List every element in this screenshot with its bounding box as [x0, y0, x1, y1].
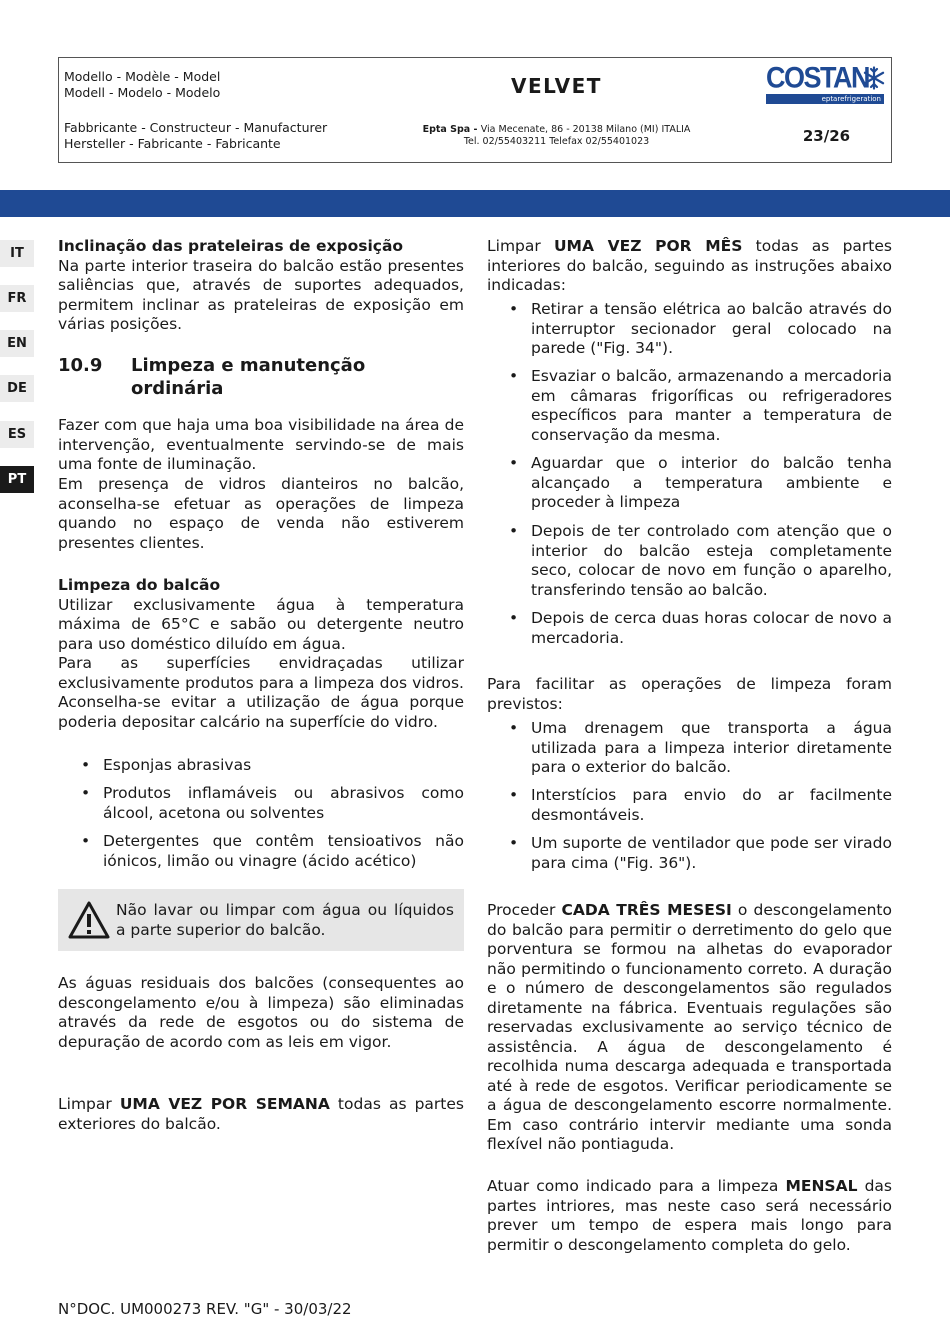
- heading-counter-cleaning: Limpeza do balcão: [58, 576, 221, 594]
- document-header: [58, 57, 892, 163]
- paragraph-facilitate-cleaning: Para facilitar as operações de limpeza foram previstos:: [487, 675, 892, 713]
- lang-tab-de[interactable]: DE: [0, 375, 34, 402]
- heading-shelf-inclination: Inclinação das prateleiras de exposição: [58, 237, 404, 255]
- paragraph-monthly-cleaning: [487, 237, 892, 296]
- warning-box: [58, 889, 464, 951]
- lang-tab-pt[interactable]: PT: [0, 466, 34, 493]
- company-name: Epta Spa -: [422, 124, 481, 135]
- list-item: • Depois de cerca duas horas colocar de novo a mercadoria.: [531, 609, 892, 648]
- paragraph-glass-surfaces: Para as superfícies envidraçadas utilizar exclusivamente produtos para a limpeza dos vidros. Aconselha-se evitar a utilização de água porque poderia depositar calcário na superfície do vidro.: [58, 654, 464, 731]
- lang-tab-fr[interactable]: FR: [0, 285, 34, 312]
- paragraph-water-temperature: Utilizar exclusivamente água à temperatura máxima de 65°C e sabão ou detergente neutro para uso doméstico diluído em água.: [58, 595, 464, 653]
- weekly-text-pre: Limpar: [58, 1095, 120, 1113]
- paragraph-weekly-cleaning: [58, 1095, 464, 1134]
- list-item: • Retirar a tensão elétrica ao balcão através do interruptor secionador geral colocado na parede ("Fig. 34").: [531, 300, 892, 359]
- snowflake-icon: [862, 66, 886, 90]
- company-contacts: Tel. 02/55403211 Telefax 02/55401023: [463, 136, 650, 147]
- list-item: • Uma drenagem que transporta a água utilizada para a limpeza interior diretamente para o exterior do balcão.: [531, 719, 892, 778]
- list-item: • Detergentes que contêm tensioativos não iónicos, limão ou vinagre (ácido acético): [103, 832, 464, 871]
- logo-wordmark: COSTAN: [766, 61, 869, 95]
- list-item: • Aguardar que o interior do balcão tenha alcançado a temperatura ambiente e proceder à limpeza: [531, 454, 892, 513]
- weekly-text-post: todas as partes exteriores do balcão.: [58, 1095, 464, 1133]
- lang-tab-en[interactable]: EN: [0, 330, 34, 357]
- list-item: • Interstícios para envio do ar facilmente desmontáveis.: [531, 786, 892, 825]
- model-label-line-2: Modell - Modelo - Modelo: [64, 85, 221, 100]
- list-item: • Um suporte de ventilador que pode ser virado para cima ("Fig. 36").: [531, 834, 892, 873]
- manufacturer-label-line-1: Fabbricante - Constructeur - Manufacturer: [64, 120, 328, 135]
- model-label-line-1: Modello - Modèle - Model: [64, 69, 221, 84]
- act-text-bold: MENSAL: [785, 1177, 858, 1195]
- section-title-10-9: [58, 354, 464, 400]
- list-item: • Esponjas abrasivas: [103, 756, 464, 776]
- defrost-text-post: o descongelamento do balcão para permitir o derretimento do gelo que porventura se formou na alhetas do evaporador não permitindo o funcionamento correto. A duração e o número de descongelamentos são regulados diretamente na fábrica. Eventuais regulações são reservadas exclusivamente ao serviço técnico de assistência. A água de descongelamento é recolhida numa descarga adequada e transportada até à rede de esgotos. Verificar periodicamente se a água de descongelamento escorre normalmente. Em caso contrário intervir mediante uma sonda flexível não pontiaguda.: [487, 901, 892, 1153]
- paragraph-shelf-inclination: Na parte interior traseira do balcão estão presentes saliências que, através de suportes adequados, permitem inclinar as prateleiras de exposição em várias posições.: [58, 256, 464, 333]
- defrost-text-bold: CADA TRÊS MESESI: [561, 901, 732, 919]
- paragraph-defrosting: [487, 901, 892, 1155]
- paragraph-monthly-defrost: [487, 1177, 892, 1255]
- manufacturer-label-line-2: Hersteller - Fabricante - Fabricante: [64, 136, 281, 151]
- weekly-text-bold: UMA VEZ POR SEMANA: [119, 1095, 330, 1113]
- act-text-post: das partes intriores, mas neste caso será necessário prever um tempo de espera mais longo para permitir o descongelamento completa do gelo.: [487, 1177, 892, 1254]
- monthly-text-post: todas as partes interiores do balcão, seguindo as instruções abaixo indicadas:: [487, 237, 892, 294]
- paragraph-waste-water: As águas residuais dos balcões (consequentes ao descongelamento e/ou à limpeza) são eliminadas através da rede de esgotos ou do sistema de depuração de acordo com as leis em vigor.: [58, 974, 464, 1051]
- paragraph-front-glass: Em presença de vidros dianteiros no balcão, aconselha-se efetuar as operações de limpeza quando no espaço de venda não estiverem presentes clientes.: [58, 475, 464, 552]
- manufacturer-label-cell: [59, 111, 353, 164]
- list-item: • Esvaziar o balcão, armazenando a mercadoria em câmaras frigoríficas ou refrigeradores específicos para manter a temperatura de conservação da mesma.: [531, 367, 892, 445]
- section-title: Limpeza e manutenção ordinária: [131, 355, 366, 399]
- company-address: Via Mecenate, 86 - 20138 Milano (MI) ITALIA: [480, 124, 691, 135]
- warning-text: Não lavar ou limpar com água ou líquidos a parte superior do balcão.: [116, 901, 454, 939]
- lang-tab-es[interactable]: ES: [0, 421, 34, 448]
- section-number: 10.9: [58, 355, 103, 376]
- manufacturer-address-cell: [353, 111, 760, 164]
- monthly-text-pre: Limpar: [487, 237, 554, 255]
- page-number: 23/26: [802, 127, 851, 145]
- act-text-pre: Atuar como indicado para a limpeza: [487, 1177, 786, 1195]
- paragraph-visibility: Fazer com que haja uma boa visibilidade na área de intervenção, eventualmente servindo-se de mais uma fonte de iluminação.: [58, 416, 464, 473]
- monthly-text-bold: UMA VEZ POR MÊS: [553, 237, 743, 255]
- defrost-text-pre: Proceder: [487, 901, 562, 919]
- logo-tagline: eptarefrigeration: [766, 94, 884, 104]
- model-label-cell: [59, 58, 353, 111]
- warning-icon: [67, 900, 111, 940]
- logo-cell: [760, 58, 893, 111]
- address-line: [353, 124, 760, 136]
- list-item: • Depois de ter controlado com atenção que o interior do balcão esteja completamente seco, colocar de novo em função o aparelho, transferindo tensão ao balcão.: [531, 522, 892, 600]
- header-band: [0, 190, 950, 217]
- product-name: VELVET: [511, 74, 602, 98]
- list-item: • Produtos inflamáveis ou abrasivos como álcool, acetona ou solventes: [103, 784, 464, 823]
- lang-tab-it[interactable]: IT: [0, 240, 34, 267]
- document-footer: N°DOC. UM000273 REV. "G" - 30/03/22: [58, 1300, 352, 1318]
